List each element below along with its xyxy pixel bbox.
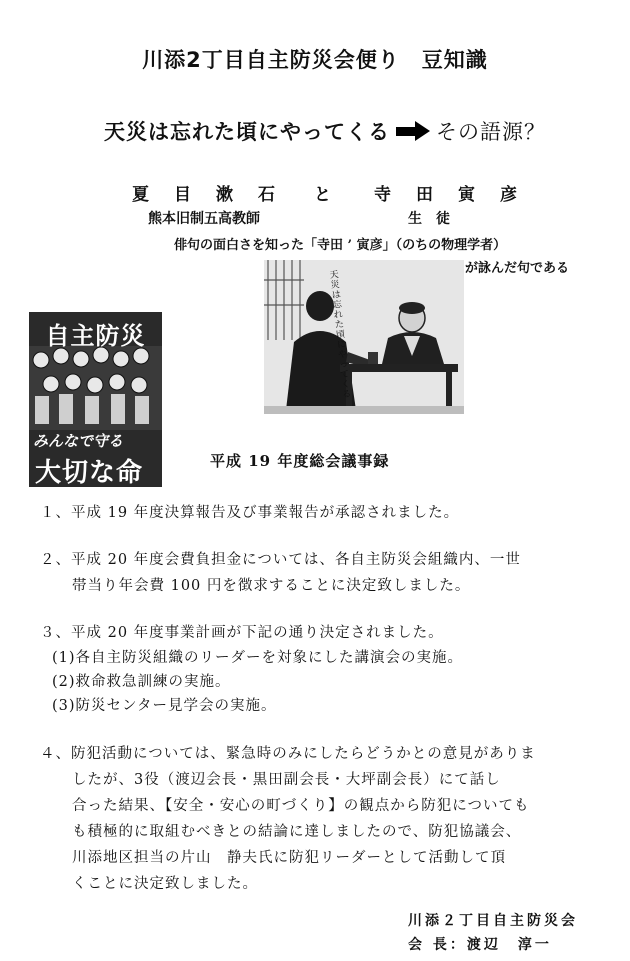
- person2-role: 生 徒: [408, 211, 450, 227]
- minutes-item-4-line-1: ４、防犯活動については、緊急時のみにしたらどうかとの意見がありま: [40, 746, 536, 762]
- historical-photo: [264, 260, 464, 414]
- page-title: 川添2丁目自主防災会便り 豆知識: [142, 48, 488, 72]
- disaster-prevention-poster: [29, 312, 162, 487]
- photo-illustration: [264, 260, 464, 414]
- minutes-item-4-line-3: 合った結果、【安全・安心の町づくり】の観点から防犯についても: [72, 798, 530, 814]
- minutes-item-1: １、平成 19 年度決算報告及び事業報告が承認されました。: [40, 505, 460, 521]
- minutes-item-4-line-2: したが、3役（渡辺会長・黒田副会長・大坪副会長）にて話し: [72, 772, 501, 788]
- minutes-item-3-line-1: ３、平成 20 年度事業計画が下記の通り決定されました。: [40, 625, 444, 641]
- minutes-item-3-sub-2: (2)救命救急訓練の実施。: [52, 674, 231, 690]
- poster-big-text: 大切な命: [35, 458, 144, 487]
- person1-name: 夏 目 漱 石: [132, 185, 279, 205]
- headline-text: 天災は忘れた頃にやってくる: [104, 120, 390, 144]
- conjunction-text: と: [314, 185, 335, 205]
- minutes-item-2-line-1: ２、平成 20 年度会費負担金については、各自主防災会組織内、一世: [40, 552, 521, 568]
- photo-caption: 天災は忘れた頃にやってくる: [329, 270, 352, 401]
- headline: [104, 116, 546, 146]
- note-line-2: が詠んだ句である: [465, 261, 570, 276]
- poster-title: 自主防災: [45, 322, 146, 350]
- minutes-item-2-line-2: 帯当り年会費 100 円を徴求することに決定致しました。: [72, 578, 471, 594]
- etymology-text: その語源？: [436, 120, 546, 144]
- minutes-title: 平成 19 年度総会議事録: [210, 452, 390, 470]
- poster-subtitle: みんなで守る: [33, 432, 124, 450]
- minutes-item-4-line-5: 川添地区担当の片山 静夫氏に防犯リーダーとして活動して頂: [72, 850, 506, 866]
- minutes-item-4-line-6: くことに決定致しました。: [72, 876, 258, 892]
- person2-name: 寺 田 寅 彦: [374, 185, 521, 205]
- minutes-item-3-sub-3: (3)防災センター見学会の実施。: [52, 698, 277, 714]
- right-arrow-icon: [396, 123, 430, 139]
- signature-chair: 会 長：渡辺 淳一: [408, 937, 552, 953]
- signature-org: 川添２丁目自主防災会: [408, 913, 578, 929]
- person1-role: 熊本旧制五高教師: [148, 211, 260, 227]
- minutes-item-4-line-4: も積極的に取組むべきとの結論に達しましたので、防犯協議会、: [72, 824, 522, 840]
- minutes-item-3-sub-1: (1)各自主防災組織のリーダーを対象にした講演会の実施。: [52, 650, 464, 666]
- note-line-1: 俳句の面白さを知った「寺田 ’ 寅彦」（のちの物理学者）: [174, 238, 507, 253]
